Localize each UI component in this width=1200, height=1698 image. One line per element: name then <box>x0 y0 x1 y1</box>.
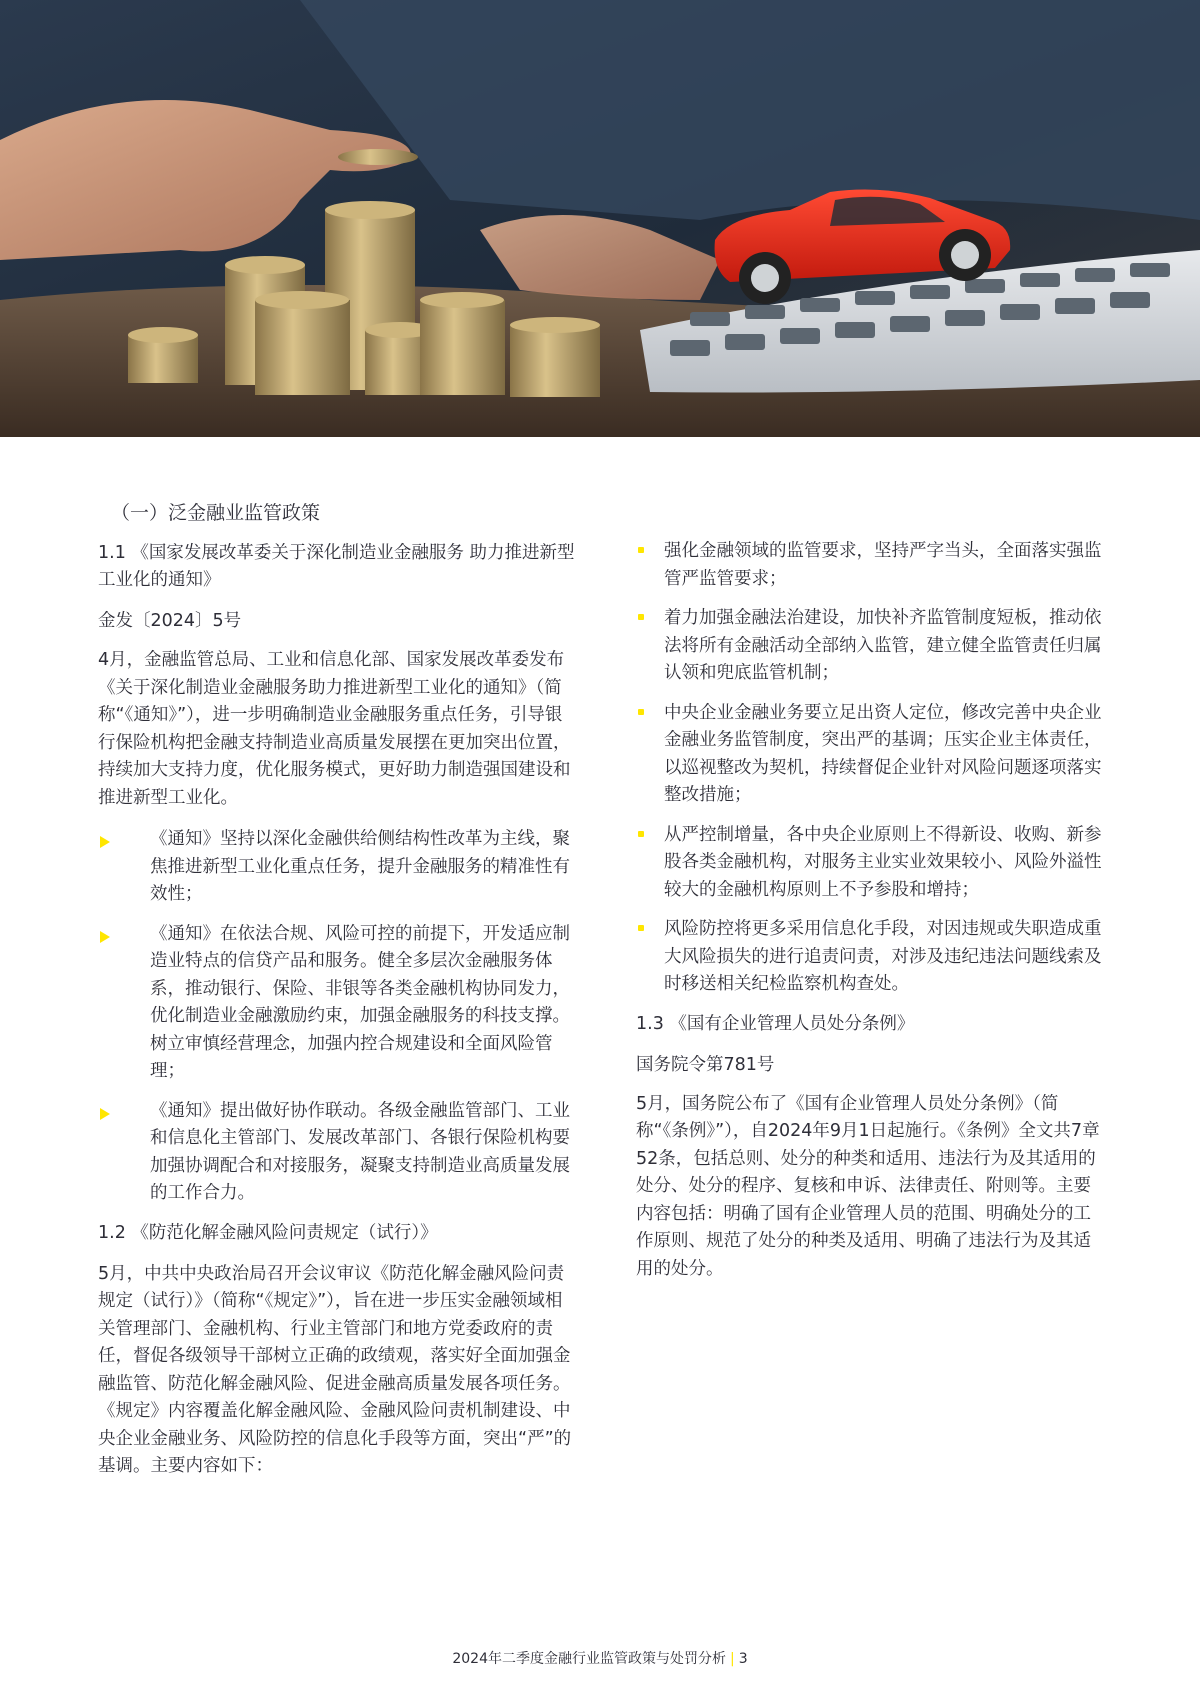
item-1-title: 1.1 《国家发展改革委关于深化制造业金融服务 助力推进新型工业化的通知》 <box>98 543 575 590</box>
bullet-triangle-icon <box>100 1108 110 1120</box>
bullet-triangle-icon <box>100 836 110 848</box>
list-item: 强化金融领域的监管要求，坚持严字当头，全面落实强监管严监管要求； <box>636 538 1106 593</box>
list-item: 着力加强金融法治建设，加快补齐监管制度短板，推动依法将所有金融活动全部纳入监管，建立健全监管责任归属认领和兜底监管机制； <box>636 605 1106 688</box>
item-3-intro: 5月，国务院公布了《国有企业管理人员处分条例》（简称“《条例》”），自2024年9月1日起施行。《条例》全文共7章52条，包括总则、处分的种类和适用、违法行为及其适用的处分、处分的程序、复核和申诉、法律责任、附则等。主要内容包括：明确了国有企业管理人员的范围、明确处分的工作原则、规范了处分的种类及适用、明确了违法行为及其适用的处分。 <box>636 1093 1100 1279</box>
list-item: 《通知》提出做好协作联动。各级金融监管部门、工业和信息化主管部门、发展改革部门、各银行保险机构要加强协调配合和对接服务，凝聚支持制造业高质量发展的工作合力。 <box>98 1098 578 1208</box>
page-footer <box>0 1648 1200 1668</box>
item-1-bullet-list <box>98 826 578 1208</box>
bullet-square-icon <box>638 547 644 553</box>
left-column <box>98 500 578 1495</box>
bullet-square-icon <box>638 709 644 715</box>
item-2-intro: 5月，中共中央政治局召开会议审议《防范化解金融风险问责规定（试行）》（简称“《规定》”），旨在进一步压实金融领域相关管理部门、金融机构、行业主管部门和地方党委政府的责任，督促各级领导干部树立正确的政绩观，落实好全面加强金融监管、防范化解金融风险、促进金融高质量发展各项任务。《规定》内容覆盖化解金融风险、金融风险问责机制建设、中央企业金融业务、风险防控的信息化手段等方面，突出“严”的基调。主要内容如下： <box>98 1263 572 1476</box>
item-3-doc-number: 国务院令第781号 <box>636 1054 775 1075</box>
list-item: 风险防控将更多采用信息化手段，对因违规或失职造成重大风险损失的进行追责问责，对涉及违纪违法问题线索及时移送相关纪检监察机构查处。 <box>636 916 1106 999</box>
item-2-title: 1.2 《防范化解金融风险问责规定（试行）》 <box>98 1222 438 1243</box>
list-item: 《通知》坚持以深化金融供给侧结构性改革为主线，聚焦推进新型工业化重点任务，提升金融服务的精准性有效性； <box>98 826 578 909</box>
list-item: 中央企业金融业务要立足出资人定位，修改完善中央企业金融业务监管制度，突出严的基调；压实企业主体责任，以巡视整改为契机，持续督促企业针对风险问题逐项落实整改措施； <box>636 700 1106 810</box>
hero-photo <box>0 0 1200 437</box>
item-1-intro: 4月，金融监管总局、工业和信息化部、国家发展改革委发布《关于深化制造业金融服务助力推进新型工业化的通知》（简称“《通知》”），进一步明确制造业金融服务重点任务，引导银行保险机构把金融支持制造业高质量发展摆在更加突出位置，持续加大支持力度，优化服务模式，更好助力制造强国建设和推进新型工业化。 <box>98 650 571 808</box>
footer-separator: | <box>730 1651 735 1667</box>
bullet-square-icon <box>638 925 644 931</box>
bullet-triangle-icon <box>100 931 110 943</box>
footer-title: 2024年二季度金融行业监管政策与处罚分析 <box>452 1651 726 1667</box>
section-title: （一）泛金融业监管政策 <box>111 502 321 524</box>
right-column <box>636 538 1106 1297</box>
item-3-title: 1.3 《国有企业管理人员处分条例》 <box>636 1013 915 1034</box>
item-2-bullet-list <box>636 538 1106 999</box>
coins-car-calculator-illustration <box>0 0 1200 437</box>
page-number: 3 <box>738 1651 748 1667</box>
list-item: 从严控制增量，各中央企业原则上不得新设、收购、新参股各类金融机构，对服务主业实业效果较小、风险外溢性较大的金融机构原则上不予参股和增持； <box>636 822 1106 905</box>
bullet-square-icon <box>638 831 644 837</box>
list-item: 《通知》在依法合规、风险可控的前提下，开发适应制造业特点的信贷产品和服务。健全多层次金融服务体系，推动银行、保险、非银等各类金融机构协同发力，优化制造业金融激励约束，加强金融服务的科技支撑。树立审慎经营理念，加强内控合规建设和全面风险管理； <box>98 921 578 1086</box>
bullet-square-icon <box>638 614 644 620</box>
item-1-doc-number: 金发〔2024〕5号 <box>98 611 242 631</box>
